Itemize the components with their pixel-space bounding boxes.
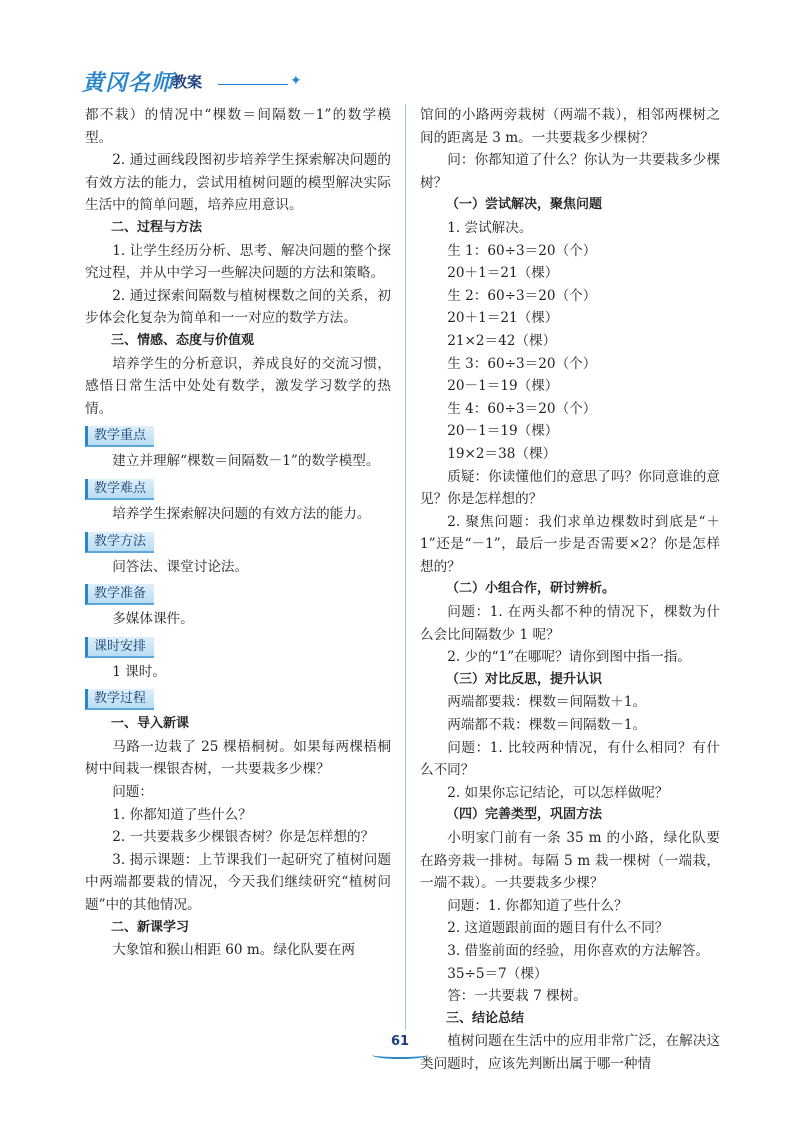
- header-rule: [218, 84, 288, 85]
- section-tab-methods: 教学方法: [85, 532, 154, 553]
- paragraph: 1. 让学生经历分析、思考、解决问题的整个探究过程，并从中学习一些解决问题的方法和策略。: [85, 242, 391, 282]
- paragraph: 生 2：60÷3＝20（个）: [447, 287, 597, 304]
- paragraph: 都不栽）的情况中“棵数＝间隔数－1”的数学模型。: [85, 107, 391, 146]
- column-divider: [405, 104, 406, 1030]
- paragraph: 20－1＝19（棵）: [447, 423, 559, 440]
- paragraph: 问题：1. 你都知道了些什么？: [447, 897, 628, 914]
- paragraph: 1. 尝试解决。: [447, 219, 533, 236]
- paragraph: 质疑：你读懂他们的意思了吗？你同意谁的意见？你是怎样想的？: [420, 468, 720, 508]
- paragraph: 培养学生探索解决问题的有效方法的能力。: [112, 505, 371, 522]
- paragraph: 2. 通过画线段图初步培养学生探索解决问题的有效方法的能力，尝试用植树问题的模型解决实际生活中的简单问题，培养应用意识。: [85, 152, 391, 214]
- section-tab-schedule: 课时安排: [85, 637, 154, 658]
- paragraph: 21×2＝42（棵）: [447, 332, 557, 349]
- right-column: [420, 104, 720, 1076]
- section-tab-preparation: 教学准备: [85, 584, 154, 605]
- brand-logo: 黄冈名师: [82, 71, 175, 96]
- paragraph: 2. 如果你忘记结论，可以怎样做呢？: [447, 784, 669, 801]
- brand-subtitle: 教案: [172, 73, 203, 91]
- paragraph: 19×2＝38（棵）: [447, 445, 557, 462]
- subheading: （二）小组合作，研讨辨析。: [446, 581, 616, 597]
- paragraph: 问题：: [112, 784, 153, 801]
- paragraph: 生 1：60÷3＝20（个）: [447, 242, 597, 259]
- footer-ornament: [372, 1051, 428, 1059]
- subheading: （四）完善类型，巩固方法: [446, 807, 603, 823]
- paragraph: 20＋1＝21（棵）: [447, 310, 559, 327]
- subheading: （三）对比反思，提升认识: [446, 671, 603, 687]
- paragraph: 3. 借鉴前面的经验，用你喜欢的方法解答。: [447, 942, 710, 959]
- paragraph: 两端都不栽：棵数＝间隔数－1。: [447, 717, 647, 734]
- paragraph: 2. 聚焦问题：我们求单边棵数时到底是“＋1”还是“－1”，最后一步是否需要×2？你是怎样想的？: [420, 513, 720, 575]
- paragraph: 问答法、课堂讨论法。: [112, 558, 249, 575]
- paragraph: 生 3：60÷3＝20（个）: [447, 355, 597, 372]
- paragraph: 生 4：60÷3＝20（个）: [447, 400, 597, 417]
- paragraph: 问题：1. 在两头都不种的情况下，棵数为什么会比间隔数少 1 呢？: [420, 604, 720, 643]
- paragraph: 2. 通过探索间隔数与植树棵数之间的关系，初步体会化复杂为简单和一一对应的数学方法。: [85, 287, 391, 327]
- subheading: （一）尝试解决，聚焦问题: [446, 197, 603, 213]
- subheading: 三、情感、态度与价值观: [111, 332, 255, 348]
- paragraph: 马路一边栽了 25 棵梧桐树。如果每两棵梧桐树中间栽一棵银杏树，一共要栽多少棵？: [85, 738, 391, 778]
- paragraph: 建立并理解“棵数＝间隔数－1”的数学模型。: [112, 453, 380, 470]
- sparkle-icon: ✦: [290, 73, 302, 89]
- paragraph: 2. 少的“1”在哪呢？请你到图中指一指。: [447, 649, 691, 666]
- left-column: [85, 104, 391, 962]
- paragraph: 2. 一共要栽多少棵银杏树？你是怎样想的？: [112, 829, 375, 846]
- subheading: 二、过程与方法: [111, 219, 203, 235]
- section-tab-process: 教学过程: [85, 689, 154, 710]
- paragraph: 1 课时。: [112, 663, 166, 680]
- page-header: [82, 66, 322, 96]
- paragraph: 大象馆和猴山相距 60 m。绿化队要在两: [112, 942, 355, 959]
- paragraph: 20－1＝19（棵）: [447, 378, 559, 395]
- paragraph: 答：一共要栽 7 棵树。: [447, 988, 587, 1005]
- paragraph: 培养学生的分析意识，养成良好的交流习惯，感悟日常生活中处处有数学，激发学习数学的热情。: [85, 355, 391, 417]
- paragraph: 植树问题在生活中的应用非常广泛，在解决这类问题时，应该先判断出属于哪一种情: [420, 1033, 720, 1072]
- paragraph: 小明家门前有一条 35 m 的小路，绿化队要在路旁栽一排树。每隔 5 m 栽一棵树（一端栽，一端不栽）。一共要栽多少棵？: [420, 830, 720, 892]
- paragraph: 1. 你都知道了些什么？: [112, 806, 252, 823]
- paragraph: 馆间的小路两旁栽树（两端不栽），相邻两棵树之间的距离是 3 m。一共要栽多少棵树？: [420, 107, 720, 146]
- section-tab-key-points: 教学重点: [85, 426, 154, 447]
- page-number: 61: [390, 1034, 410, 1049]
- paragraph: 两端都要栽：棵数＝间隔数＋1。: [447, 694, 647, 711]
- subheading: 二、新课学习: [111, 919, 190, 935]
- subheading: 三、结论总结: [446, 1010, 525, 1026]
- paragraph: 2. 这道题跟前面的题目有什么不同？: [447, 920, 669, 937]
- subheading: 一、导入新课: [111, 716, 190, 732]
- paragraph: 3. 揭示课题：上节课我们一起研究了植树问题中两端都要栽的情况，今天我们继续研究“植树问题”中的其他情况。: [85, 851, 391, 914]
- paragraph: 问：你都知道了什么？你认为一共要栽多少棵树？: [420, 152, 720, 191]
- section-tab-difficulties: 教学难点: [85, 479, 154, 500]
- paragraph: 多媒体课件。: [112, 611, 194, 628]
- paragraph: 问题：1. 比较两种情况，有什么相同？有什么不同？: [420, 739, 720, 779]
- paragraph: 20＋1＝21（棵）: [447, 265, 559, 282]
- paragraph: 35÷5＝7（棵）: [447, 965, 548, 982]
- page-footer: [0, 1030, 800, 1059]
